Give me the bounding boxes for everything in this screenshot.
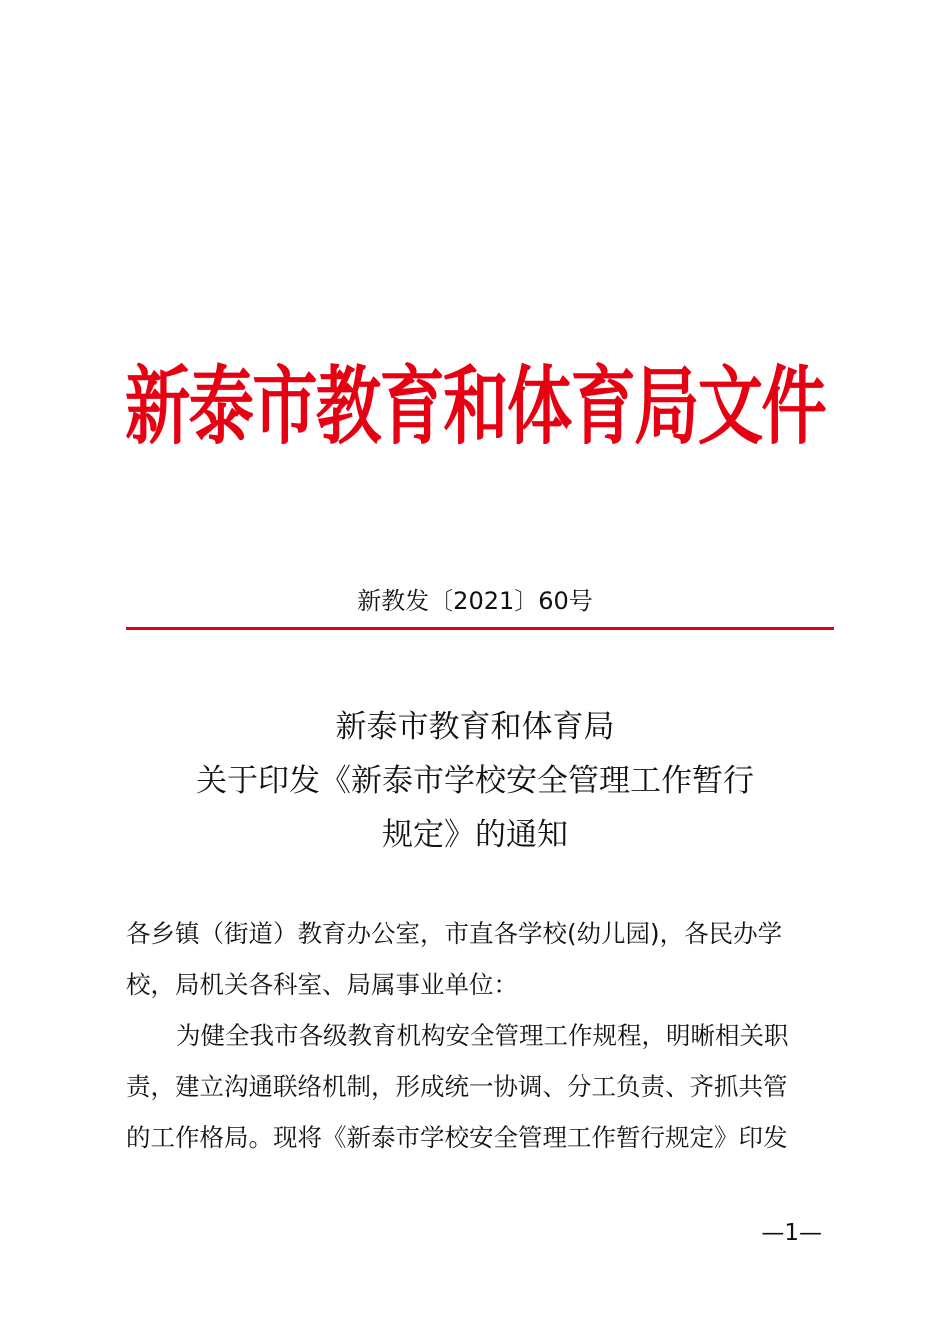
title-line-3: 规定》的通知 bbox=[382, 817, 568, 853]
issuing-authority-masthead: 新泰市教育和体育局文件 bbox=[124, 356, 826, 457]
red-separator-rule bbox=[126, 627, 834, 630]
document-number: 新教发〔2021〕60号 bbox=[357, 587, 593, 615]
paragraph-1-line-2: 责，建立沟通联络机制，形成统一协调、分工负责、齐抓共管 bbox=[126, 1072, 788, 1101]
salutation-line-1: 各乡镇（街道）教育办公室，市直各学校(幼儿园)，各民办学 bbox=[126, 919, 783, 948]
salutation-line-2: 校，局机关各科室、局属事业单位： bbox=[126, 970, 518, 999]
title-line-1: 新泰市教育和体育局 bbox=[335, 709, 615, 745]
page-number: —1— bbox=[761, 1220, 822, 1246]
document-body bbox=[126, 908, 826, 1163]
paragraph-1-line-3: 的工作格局。现将《新泰市学校安全管理工作暂行规定》印发 bbox=[126, 1123, 788, 1152]
title-line-2: 关于印发《新泰市学校安全管理工作暂行 bbox=[196, 763, 754, 799]
document-title bbox=[0, 700, 950, 862]
paragraph-1-line-1: 为健全我市各级教育机构安全管理工作规程，明晰相关职 bbox=[176, 1021, 789, 1050]
